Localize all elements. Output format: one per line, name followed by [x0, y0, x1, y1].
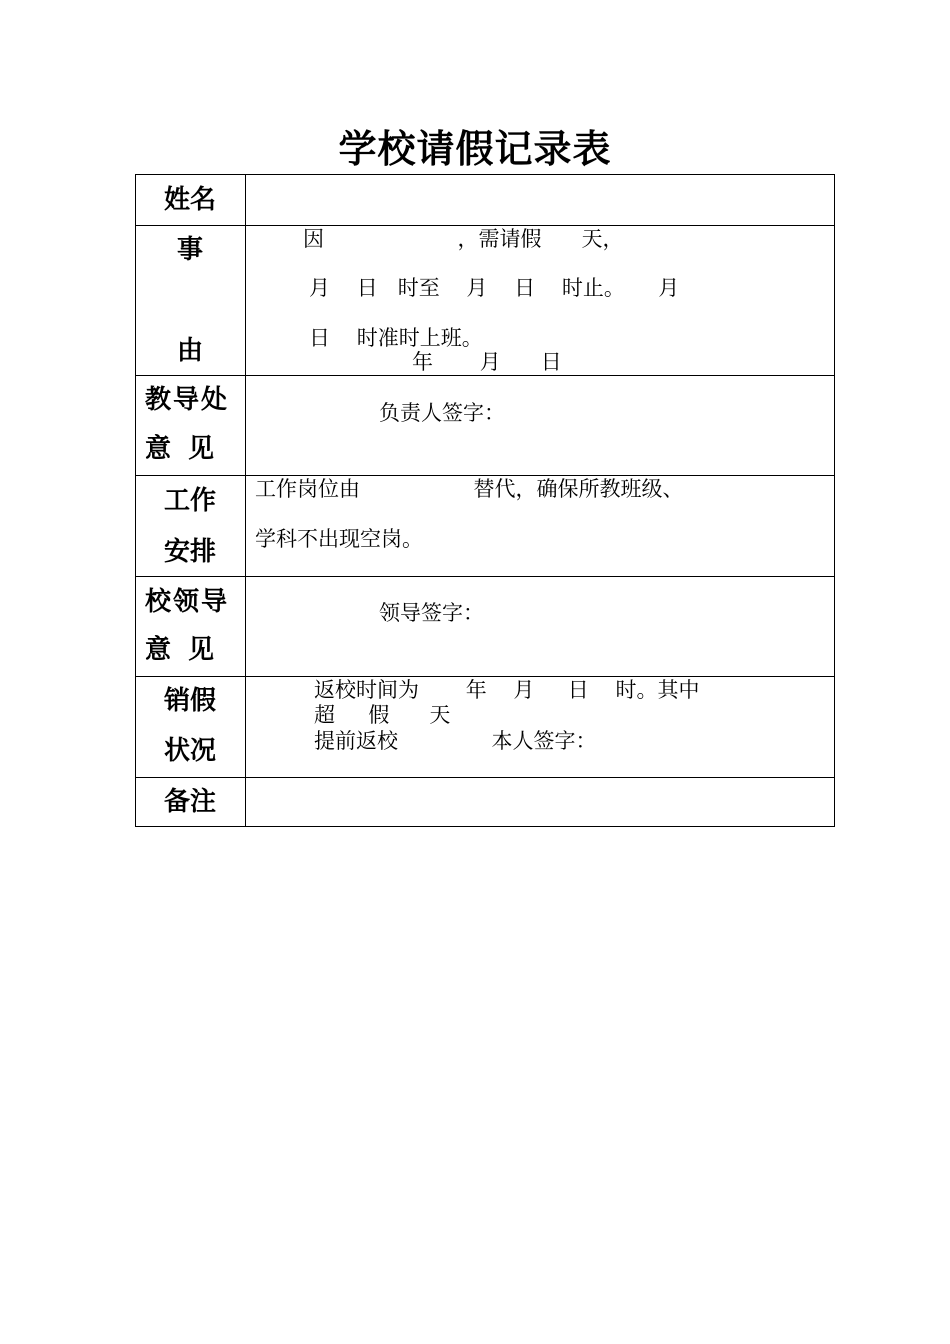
leave-cancel-label-2: 状况	[164, 736, 217, 766]
reason-line-1: 因 ，需请假 天，	[303, 227, 624, 251]
row-divider	[136, 576, 834, 577]
leave-cancel-line-2: 超 假 天	[314, 703, 451, 727]
leave-record-form	[135, 174, 835, 827]
name-label: 姓名	[164, 185, 217, 215]
remarks-label: 备注	[164, 787, 217, 817]
page-title: 学校请假记录表	[338, 126, 612, 171]
work-arrangement-line-1: 工作岗位由 替代，确保所教班级、	[255, 477, 684, 501]
reason-label-top: 事	[177, 235, 204, 265]
leave-cancel-line-1: 返校时间为 年 月 日 时。其中	[314, 678, 700, 702]
reason-label-bottom: 由	[177, 336, 204, 366]
leave-cancel-label-1: 销假	[164, 686, 217, 716]
leader-opinion-label-2: 意 见	[145, 635, 219, 665]
column-divider	[245, 175, 246, 826]
work-arrangement-label-2: 安排	[164, 537, 217, 567]
remarks-field[interactable]	[246, 778, 834, 826]
work-arrangement-line-2: 学科不出现空岗。	[255, 527, 423, 551]
dean-opinion-label-1: 教导处	[145, 385, 230, 415]
reason-line-2: 月 日 时至 月 日 时止。 月	[309, 276, 680, 300]
dean-opinion-label-2: 意 见	[145, 434, 219, 464]
reason-line-3: 日 时准时上班。	[309, 326, 483, 350]
leader-signature-label: 领导签字：	[379, 601, 484, 625]
leave-cancel-line-3: 提前返校 本人签字：	[314, 729, 597, 753]
row-divider	[136, 375, 834, 376]
name-field[interactable]	[246, 176, 834, 224]
leader-opinion-label-1: 校领导	[145, 587, 230, 617]
reason-date: 年 月 日	[412, 350, 562, 374]
dean-signature-label: 负责人签字：	[379, 401, 505, 425]
work-arrangement-label-1: 工作	[164, 486, 217, 516]
